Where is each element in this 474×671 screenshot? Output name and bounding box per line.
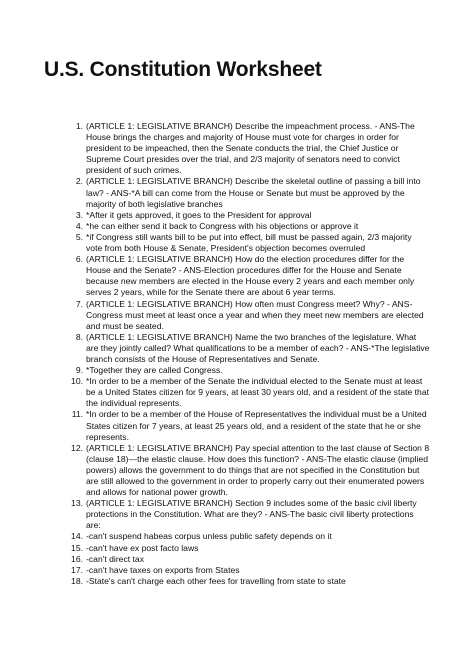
item-number: 5. bbox=[75, 231, 83, 242]
item-text: (ARTICLE 1: LEGISLATIVE BRANCH) Pay special attention to the last clause of Section 8 (clause 18)—the elastic clause. How does this function? - ANS-The elastic clause (implied powers) allows the government to do things that are not specified in the Constitution but are still allowed to the government in order to properly carry out their enumerated powers and allows for national power growth. bbox=[86, 442, 430, 498]
question-list bbox=[70, 121, 430, 587]
item-text: -State's can't charge each other fees for travelling from state to state bbox=[86, 575, 346, 586]
list-item bbox=[70, 221, 430, 232]
list-item bbox=[70, 176, 430, 209]
list-item bbox=[70, 443, 430, 498]
item-number: 16. bbox=[71, 553, 83, 564]
item-text: *if Congress still wants bill to be put into effect, bill must be passed again, 2/3 majority vote from both House & Senate, President's objection becomes overruled bbox=[86, 231, 412, 254]
item-text: *he can either send it back to Congress with his objections or approve it bbox=[86, 220, 359, 231]
item-text: (ARTICLE 1: LEGISLATIVE BRANCH) Describe the impeachment process. - ANS-The House brings the charges and majority of House must vote for charges in order for president to be impeached, then the Senate conducts the trial, the Chief Justice or Supreme Court presides over the trial, and 2/3 majority of senators need to convict president of such crimes. bbox=[86, 121, 415, 176]
item-number: 18. bbox=[71, 575, 83, 586]
page-title: U.S. Constitution Worksheet bbox=[44, 58, 322, 81]
list-item bbox=[70, 299, 430, 332]
list-item bbox=[70, 232, 430, 254]
item-number: 14. bbox=[71, 531, 83, 542]
list-item bbox=[70, 576, 430, 587]
item-number: 11. bbox=[71, 409, 83, 420]
item-text: (ARTICLE 1: LEGISLATIVE BRANCH) How do the election procedures differ for the House and the Senate? - ANS-Election procedures differ for the House and Senate because new members are elected in the House every 2 years and each member only serves 2 years, while for the Senate there are about 6 year terms. bbox=[86, 254, 415, 298]
item-number: 10. bbox=[71, 376, 83, 387]
item-text: -can't have ex post facto laws bbox=[86, 542, 199, 553]
list-item bbox=[70, 543, 430, 554]
list-item bbox=[70, 531, 430, 542]
item-text: *After it gets approved, it goes to the President for approval bbox=[86, 209, 312, 220]
item-text: *In order to be a member of the Senate the individual elected to the Senate must at least be a United States citizen for 9 years, at least 30 years old, and a resident of the state that the individual represents. bbox=[86, 376, 429, 409]
item-text: *In order to be a member of the House of Representatives the individual must be a United States citizen for 7 years, at least 25 years old, and a resident of the state that he or she represents. bbox=[86, 409, 427, 442]
item-text: -can't direct tax bbox=[86, 553, 144, 564]
list-item bbox=[70, 121, 430, 176]
list-item bbox=[70, 254, 430, 298]
item-number: 2. bbox=[75, 176, 83, 187]
list-item bbox=[70, 554, 430, 565]
item-number: 6. bbox=[75, 254, 83, 265]
item-number: 15. bbox=[71, 542, 83, 553]
list-item bbox=[70, 365, 430, 376]
item-number: 9. bbox=[75, 365, 83, 376]
item-number: 1. bbox=[75, 121, 83, 131]
item-text: (ARTICLE 1: LEGISLATIVE BRANCH) Name the two branches of the legislature. What are they jointly called? What qualifications to be a member of each? - ANS-*The legislative branch consists of the House of Representatives and Senate. bbox=[86, 331, 430, 364]
item-number: 3. bbox=[75, 209, 83, 220]
list-item bbox=[70, 498, 430, 531]
list-item bbox=[70, 210, 430, 221]
item-number: 12. bbox=[71, 442, 83, 453]
list-item bbox=[70, 376, 430, 409]
list-item bbox=[70, 332, 430, 365]
item-text: (ARTICLE 1: LEGISLATIVE BRANCH) How often must Congress meet? Why? - ANS-Congress must meet at least once a year and when they meet new members are elected and must be seated. bbox=[86, 298, 424, 331]
item-number: 17. bbox=[71, 564, 83, 575]
list-item bbox=[70, 409, 430, 442]
item-number: 8. bbox=[75, 331, 83, 342]
item-text: (ARTICLE 1: LEGISLATIVE BRANCH) Section 9 includes some of the basic civil liberty protections in the Constitution. What are they? - ANS-The basic civil liberty protections are: bbox=[86, 498, 417, 531]
item-text: (ARTICLE 1: LEGISLATIVE BRANCH) Describe the skeletal outline of passing a bill into law? - ANS-*A bill can come from the House or Senate but must be approved by the majority of both legislative branches bbox=[86, 176, 421, 209]
item-text: -can't suspend habeas corpus unless public safety depends on it bbox=[86, 531, 332, 542]
item-number: 13. bbox=[71, 498, 83, 509]
item-number: 7. bbox=[75, 298, 83, 309]
list-item bbox=[70, 565, 430, 576]
item-text: *Together they are called Congress. bbox=[86, 365, 223, 376]
item-text: -can't have taxes on exports from States bbox=[86, 564, 240, 575]
item-number: 4. bbox=[75, 220, 83, 231]
